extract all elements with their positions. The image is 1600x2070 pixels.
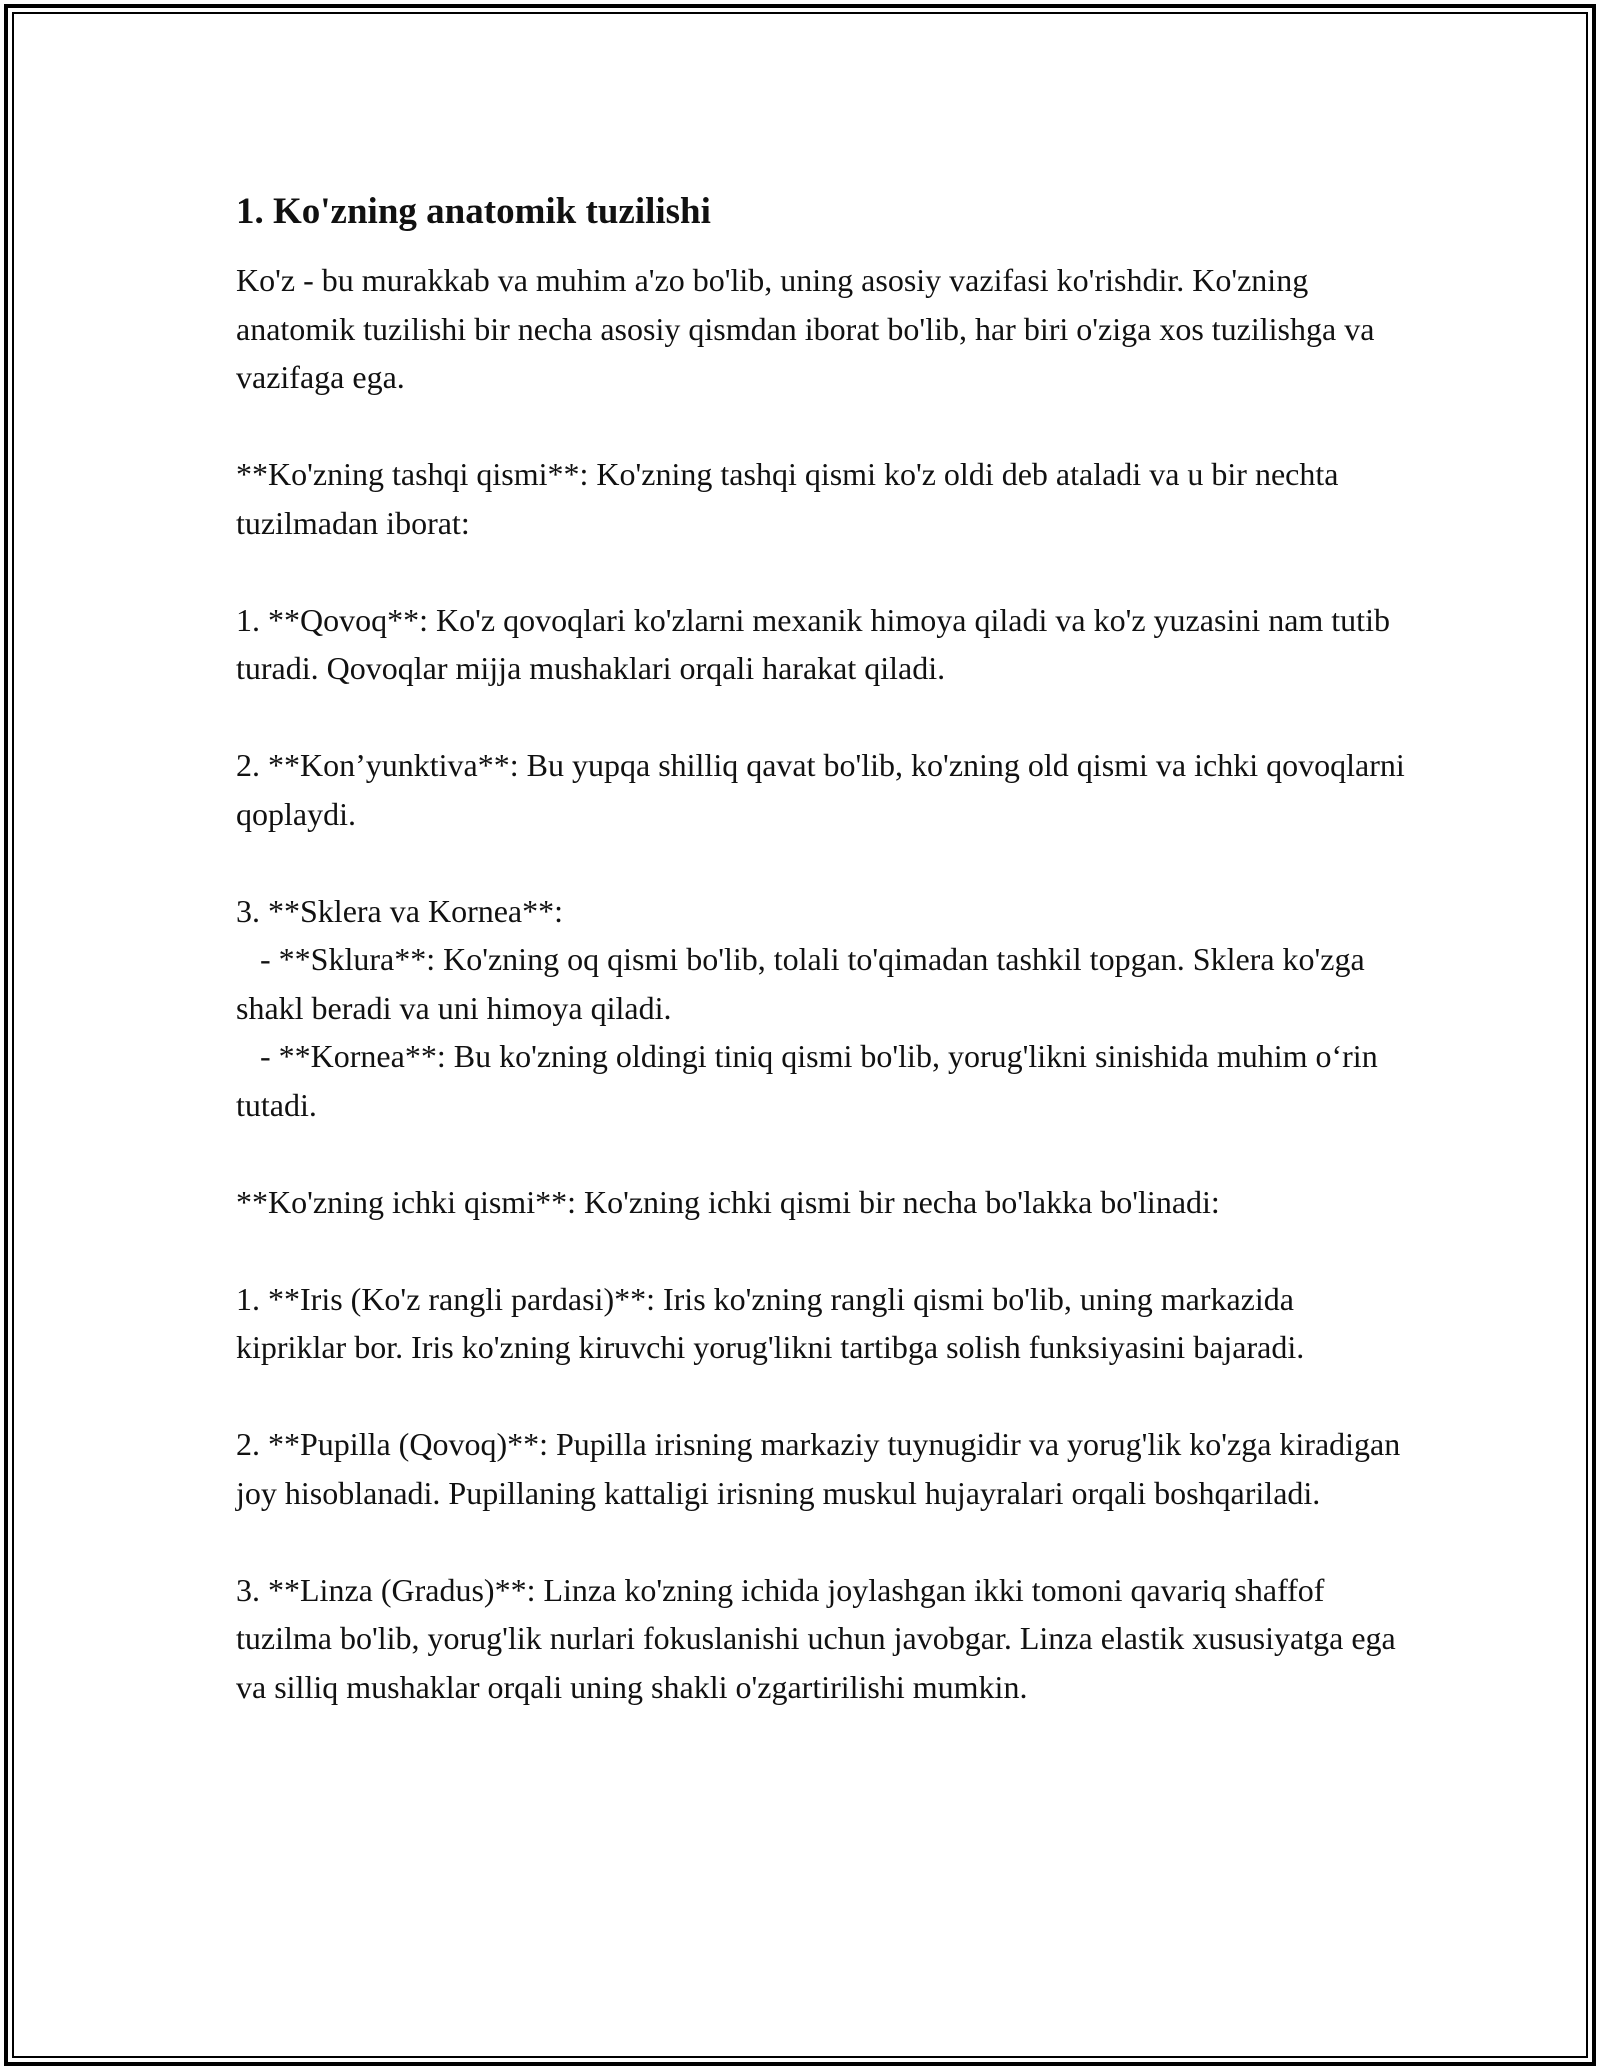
sklera-kornea-title: 3. **Sklera va Kornea**:	[236, 892, 564, 929]
qovoq-paragraph: 1. **Qovoq**: Ko'z qovoqlari ko'zlarni mexanik himoya qiladi va ko'z yuzasini nam tutib turadi. Qovoqlar mijja mushaklari orqali harakat qiladi.	[236, 601, 1398, 686]
linza-paragraph: 3. **Linza (Gradus)**: Linza ko'zning ichida joylashgan ikki tomoni qavariq shaffof tuzilma bo'lib, yorug'lik nurlari fokuslanishi uchun javobgar. Linza elastik xususiyatga ega va silliq mushaklar orqali uning shakli o'zgartirilishi mumkin.	[236, 1571, 1404, 1705]
konyunktiva-paragraph: 2. **Kon’yunktiva**: Bu yupqa shilliq qavat bo'lib, ko'zning old qismi va ichki qovoqlarni qoplaydi.	[236, 747, 1413, 832]
outer-part-paragraph: **Ko'zning tashqi qismi**: Ko'zning tashqi qismi ko'z oldi deb ataladi va u bir nechta tuzilmadan iborat:	[236, 456, 1347, 541]
document-body	[236, 188, 1413, 1760]
sklera-kornea-paragraph	[236, 887, 1406, 1130]
iris-paragraph: 1. **Iris (Ko'z rangli pardasi)**: Iris ko'zning rangli qismi bo'lib, uning markazida kipriklar bor. Iris ko'zning kiruvchi yorug'likni tartibga solish funksiyasini bajaradi.	[236, 1280, 1305, 1365]
kornea-item: - **Kornea**: Bu ko'zning oldingi tiniq qismi bo'lib, yorug'likni sinishida muhim o‘rin tutadi.	[236, 1038, 1386, 1123]
sklera-item: - **Sklura**: Ko'zning oq qismi bo'lib, tolali to'qimadan tashkil topgan. Sklera ko'zga shakl beradi va uni himoya qiladi.	[236, 941, 1373, 1026]
inner-part-paragraph: **Ko'zning ichki qismi**: Ko'zning ichki qismi bir necha bo'lakka bo'linadi:	[236, 1183, 1220, 1220]
pupilla-paragraph: 2. **Pupilla (Qovoq)**: Pupilla irisning markaziy tuynugidir va yorug'lik ko'zga kiradigan joy hisoblanadi. Pupillaning kattaligi irisning muskul hujayralari orqali boshqariladi.	[236, 1426, 1409, 1511]
intro-paragraph: Ko'z - bu murakkab va muhim a'zo bo'lib, uning asosiy vazifasi ko'rishdir. Ko'zning anatomik tuzilishi bir necha asosiy qismdan iborat bo'lib, har biri o'ziga xos tuzilishga va vazifaga ega.	[236, 262, 1383, 395]
section-heading: 1. Ko'zning anatomik tuzilishi	[236, 191, 711, 232]
